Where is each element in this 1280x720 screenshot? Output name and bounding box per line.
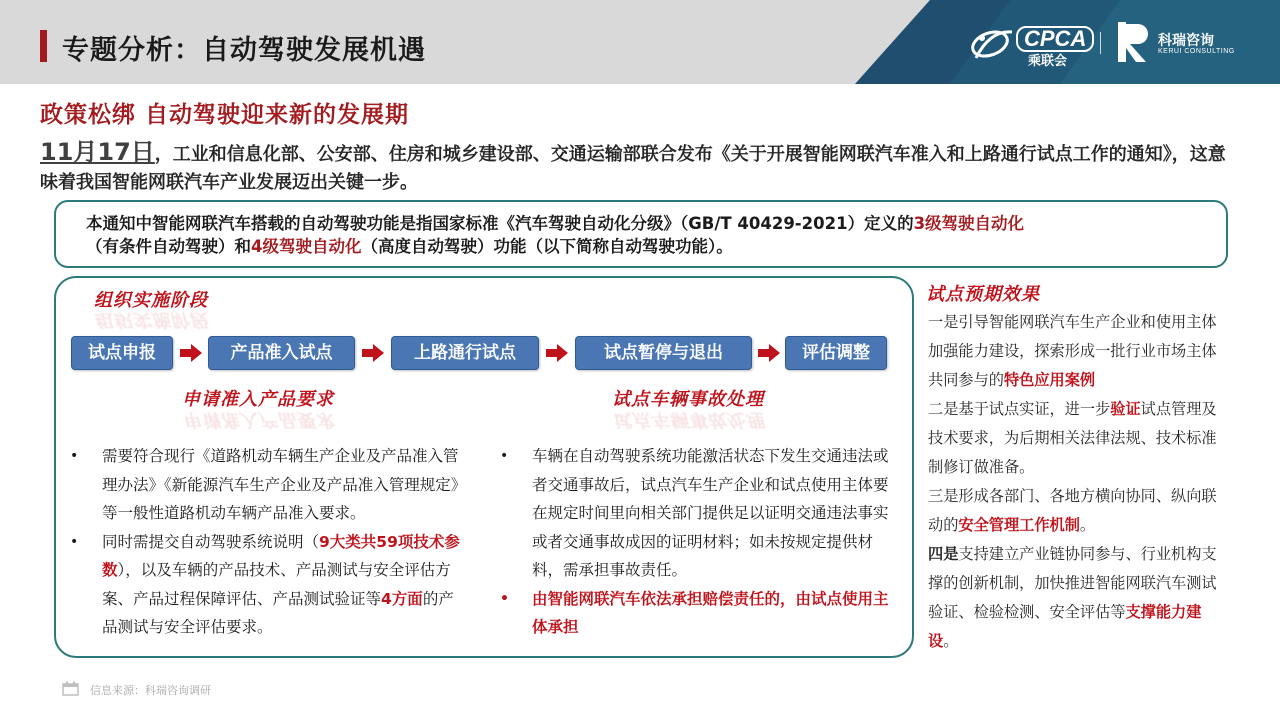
definition-level4: 4级驾驶自动化 (251, 237, 362, 256)
effect-1-text: 一是引导智能网联汽车生产企业和使用主体加强能力建设，探索形成一批行业市场主体共同参与的 (928, 313, 1217, 389)
list-item (500, 585, 892, 642)
effects-title: 试点预期效果 (926, 284, 1040, 305)
left-bullet-1-text: 需要符合现行《道路机动车辆生产企业及产品准入管理办法》《新能源汽车生产企业及产品准入管理规定》等一般性道路机动车辆产品准入要求。 (102, 447, 459, 522)
effect-item-4 (928, 540, 1228, 656)
kerui-logo-name: 科瑞咨询 (1158, 33, 1214, 49)
intro-paragraph (40, 138, 1240, 197)
definition-part3: （高度自动驾驶）功能（以下简称自动驾驶功能）。 (361, 237, 733, 256)
left-bullet-list (70, 442, 464, 642)
intro-date: 11月17日 (40, 138, 155, 166)
effects-list (928, 308, 1228, 656)
list-item (70, 528, 464, 642)
definition-part1: 本通知中智能网联汽车搭载的自动驾驶功能是指国家标准《汽车驾驶自动化分级》（GB/T 40429-2021）定义的 (86, 214, 914, 233)
cpca-logo-subtext: 乘联会 (1028, 54, 1068, 69)
effect-2-highlight: 验证 (1110, 400, 1141, 418)
list-item (500, 442, 892, 585)
header-accent-bar (40, 30, 47, 62)
left-bullet-2-mid: ），以及车辆的产品技术、产品测试与安全评估方案、产品过程保障评估、产品测试验证等 (102, 561, 451, 608)
arrow-right-icon (546, 344, 568, 362)
cpca-logo-text: CPCA (1016, 26, 1094, 52)
left-bullet-2-red2: 4方面 (381, 589, 423, 608)
footer-source: 信息来源：科瑞咨询调研 (90, 684, 211, 697)
intro-text: ，工业和信息化部、公安部、住房和城乡建设部、交通运输部联合发布《关于开展智能网联汽车准入和上路通行试点工作的通知》，这意味着我国智能网联汽车产业发展迈出关键一步。 (40, 144, 1226, 193)
effect-3-text: 三是形成各部门、各地方横向协同、纵向联动的 (928, 487, 1217, 534)
step-suspend-exit: 试点暂停与退出 (575, 336, 752, 370)
effect-item-1 (928, 308, 1228, 395)
kerui-logo-english: KERUI CONSULTING (1158, 48, 1235, 55)
cpca-logo-icon (968, 24, 1018, 64)
arrow-right-icon (180, 344, 202, 362)
effect-4-text: 支持建立产业链协同参与、行业机构支撑的创新机制，加快推进智能网联汽车测试验证、检验检测、安全评估等 (928, 545, 1217, 621)
right-bullet-2-text: 由智能网联汽车依法承担赔偿责任的，由试点使用主体承担 (532, 589, 889, 636)
effect-item-3 (928, 482, 1228, 540)
left-section-title-reflection: 申请准入产品要求 (182, 409, 334, 430)
arrow-right-icon (362, 344, 384, 362)
list-item (70, 442, 464, 528)
right-section-title-reflection: 试点车辆事故处理 (612, 409, 764, 430)
definition-level3: 3级驾驶自动化 (913, 214, 1025, 233)
logo-divider (1100, 32, 1101, 54)
effect-2-text: 二是基于试点实证，进一步 (928, 400, 1111, 418)
effect-2-text-end: 试点管理及技术要求，为后期相关法律法规、技术标准制修订做准备。 (928, 400, 1217, 476)
kerui-logo-icon (1116, 20, 1152, 64)
page-title: 专题分析：自动驾驶发展机遇 (62, 35, 426, 66)
definition-part2: （有条件自动驾驶）和 (86, 237, 251, 256)
step-road-access: 上路通行试点 (391, 336, 539, 370)
effect-4-lead: 四是 (928, 545, 959, 563)
right-bullet-1-text: 车辆在自动驾驶系统功能激活状态下发生交通违法或者交通事故后，试点汽车生产企业和试点使用主体要在规定时间里向相关部门提供足以证明交通违法事实或者交通事故成因的证明材料；如未按规定提供材料，需承担事故责任。 (532, 447, 889, 579)
left-section-title: 申请准入产品要求 (182, 389, 334, 410)
effect-3-highlight: 安全管理工作机制 (958, 516, 1080, 534)
stage-title: 组织实施阶段 (94, 290, 208, 311)
left-bullet-2-red1: 9大类共59项技术参数 (102, 532, 460, 579)
stage-title-reflection: 组织实施阶段 (94, 309, 208, 330)
step-pilot-application: 试点申报 (71, 336, 173, 370)
arrow-right-icon (758, 344, 780, 362)
left-bullet-2-pre: 同时需提交自动驾驶系统说明（ (102, 532, 320, 551)
effect-3-text-end: 。 (1079, 516, 1096, 534)
right-section-title: 试点车辆事故处理 (612, 389, 764, 410)
effect-4-highlight: 支撑能力建设 (928, 603, 1202, 650)
definition-box (54, 200, 1228, 268)
left-bullet-2-post: 的产品测试与安全评估要求。 (102, 589, 454, 636)
effect-1-highlight: 特色应用案例 (1003, 371, 1096, 389)
step-evaluate-adjust: 评估调整 (785, 336, 887, 370)
effect-4-text-end: 。 (943, 632, 959, 650)
right-bullet-list (500, 442, 892, 642)
section-subtitle: 政策松绑 自动驾驶迎来新的发展期 (40, 102, 410, 128)
step-product-access: 产品准入试点 (208, 336, 355, 370)
effect-item-2 (928, 395, 1228, 482)
calendar-icon (62, 681, 79, 696)
